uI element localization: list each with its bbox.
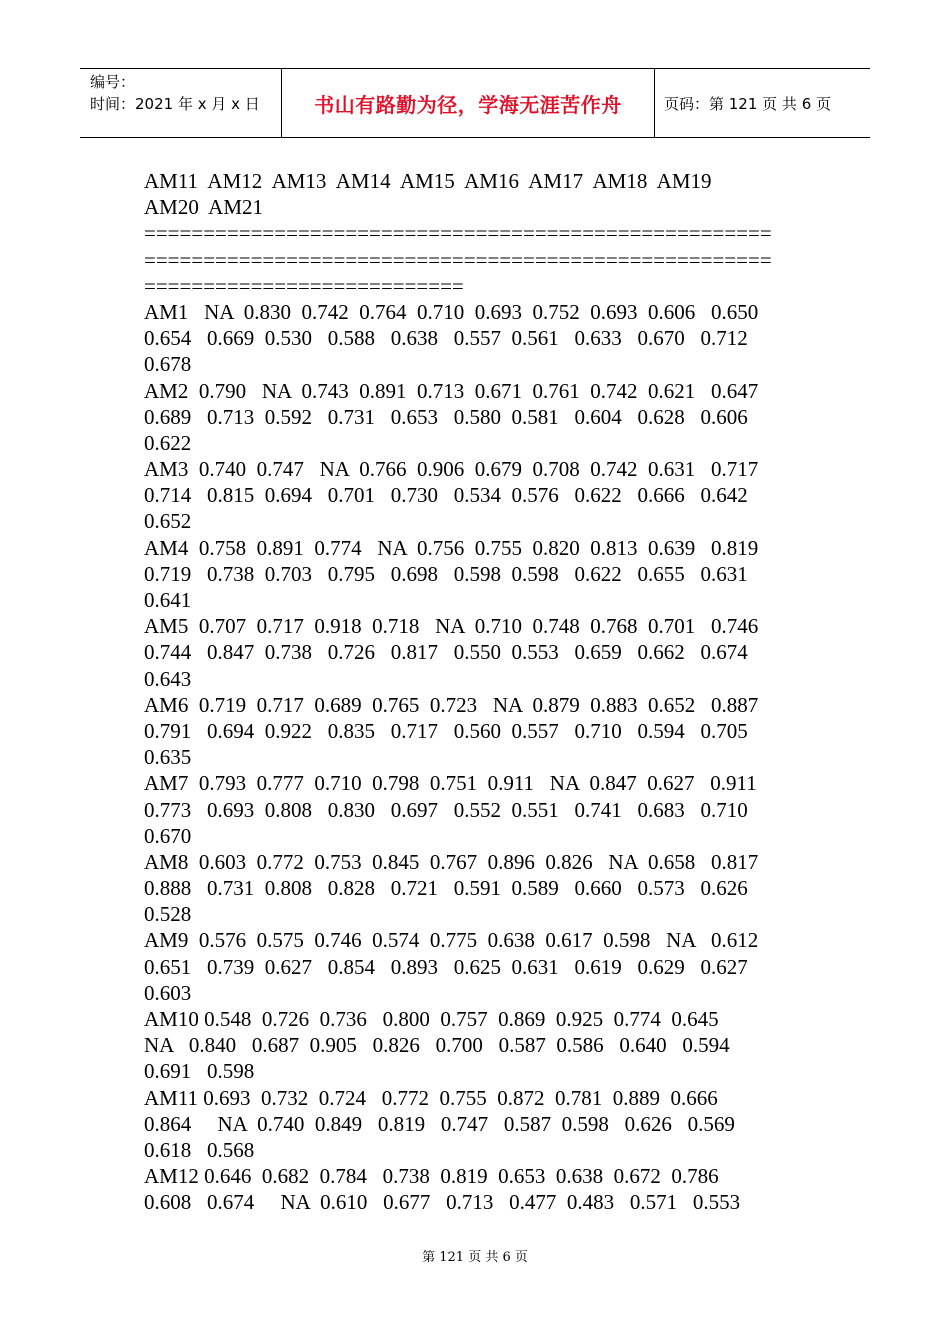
body-line: AM20 AM21: [144, 195, 264, 220]
body-line: 0.773 0.693 0.808 0.830 0.697 0.552 0.551 0.741 0.683 0.710: [144, 797, 748, 822]
body-line: 0.744 0.847 0.738 0.726 0.817 0.550 0.553 0.659 0.662 0.674: [144, 640, 748, 665]
document-body: [144, 168, 804, 1216]
body-line: AM11 0.693 0.732 0.724 0.772 0.755 0.872 0.781 0.889 0.666: [144, 1085, 718, 1110]
body-line: ===========================: [144, 273, 464, 298]
body-line: 0.654 0.669 0.530 0.588 0.638 0.557 0.561 0.633 0.670 0.712: [144, 326, 748, 351]
body-line: 0.678: [144, 352, 192, 377]
body-line: 0.603: [144, 980, 192, 1005]
page-header: [80, 68, 870, 138]
body-line: AM3 0.740 0.747 NA 0.766 0.906 0.679 0.708 0.742 0.631 0.717: [144, 457, 759, 482]
body-line: 0.888 0.731 0.808 0.828 0.721 0.591 0.589 0.660 0.573 0.626: [144, 876, 748, 901]
body-line: 0.618 0.568: [144, 1137, 255, 1162]
header-meta-cell: [80, 69, 282, 137]
body-line: NA 0.840 0.687 0.905 0.826 0.700 0.587 0.586 0.640 0.594: [144, 1033, 730, 1058]
body-line: 0.622: [144, 430, 192, 455]
body-line: 0.528: [144, 902, 192, 927]
body-line: AM9 0.576 0.575 0.746 0.574 0.775 0.638 0.617 0.598 NA 0.612: [144, 928, 759, 953]
page-footer: [0, 1246, 950, 1265]
header-motto-cell: [282, 69, 655, 137]
body-line: 0.643: [144, 666, 192, 691]
body-line: AM1 NA 0.830 0.742 0.764 0.710 0.693 0.752 0.693 0.606 0.650: [144, 299, 759, 324]
date-label: 时间：2021 年 x 月 x 日: [90, 95, 260, 113]
body-line: 0.714 0.815 0.694 0.701 0.730 0.534 0.576 0.622 0.666 0.642: [144, 483, 748, 508]
body-line: AM6 0.719 0.717 0.689 0.765 0.723 NA 0.879 0.883 0.652 0.887: [144, 692, 759, 717]
body-line: 0.670: [144, 823, 192, 848]
body-line: AM5 0.707 0.717 0.918 0.718 NA 0.710 0.748 0.768 0.701 0.746: [144, 614, 759, 639]
body-line: AM4 0.758 0.891 0.774 NA 0.756 0.755 0.820 0.813 0.639 0.819: [144, 535, 759, 560]
code-label: 编号：: [90, 73, 136, 91]
body-line: 0.791 0.694 0.922 0.835 0.717 0.560 0.557 0.710 0.594 0.705: [144, 718, 748, 743]
body-line: 0.689 0.713 0.592 0.731 0.653 0.580 0.581 0.604 0.628 0.606: [144, 404, 748, 429]
body-line: AM2 0.790 NA 0.743 0.891 0.713 0.671 0.761 0.742 0.621 0.647: [144, 378, 759, 403]
body-line: =====================================================: [144, 247, 772, 272]
body-line: 0.635: [144, 745, 192, 770]
motto-text: 书山有路勤为径，学海无涯苦作舟: [314, 92, 622, 117]
body-line: AM12 0.646 0.682 0.784 0.738 0.819 0.653 0.638 0.672 0.786: [144, 1164, 719, 1189]
body-line: AM10 0.548 0.726 0.736 0.800 0.757 0.869 0.925 0.774 0.645: [144, 1007, 719, 1031]
body-line: 0.652: [144, 509, 192, 534]
body-line: 0.641: [144, 588, 192, 612]
body-line: 0.608 0.674 NA 0.610 0.677 0.713 0.477 0.483 0.571 0.553: [144, 1190, 741, 1215]
body-line: AM11 AM12 AM13 AM14 AM15 AM16 AM17 AM18 AM19: [144, 169, 712, 193]
body-line: 0.651 0.739 0.627 0.854 0.893 0.625 0.631 0.619 0.629 0.627: [144, 954, 748, 979]
body-line: 0.864 NA 0.740 0.849 0.819 0.747 0.587 0.598 0.626 0.569: [144, 1111, 735, 1136]
footer-page-number: 第 121 页 共 6 页: [422, 1250, 528, 1265]
body-line: 0.719 0.738 0.703 0.795 0.698 0.598 0.598 0.622 0.655 0.631: [144, 561, 748, 586]
body-line: 0.691 0.598: [144, 1059, 255, 1084]
header-page-cell: [655, 69, 870, 137]
body-line: AM8 0.603 0.772 0.753 0.845 0.767 0.896 0.826 NA 0.658 0.817: [144, 849, 759, 874]
body-line: =====================================================: [144, 221, 772, 246]
page-info: 页码：第 121 页 共 6 页: [664, 94, 832, 113]
body-line: AM7 0.793 0.777 0.710 0.798 0.751 0.911 NA 0.847 0.627 0.911: [144, 771, 757, 796]
